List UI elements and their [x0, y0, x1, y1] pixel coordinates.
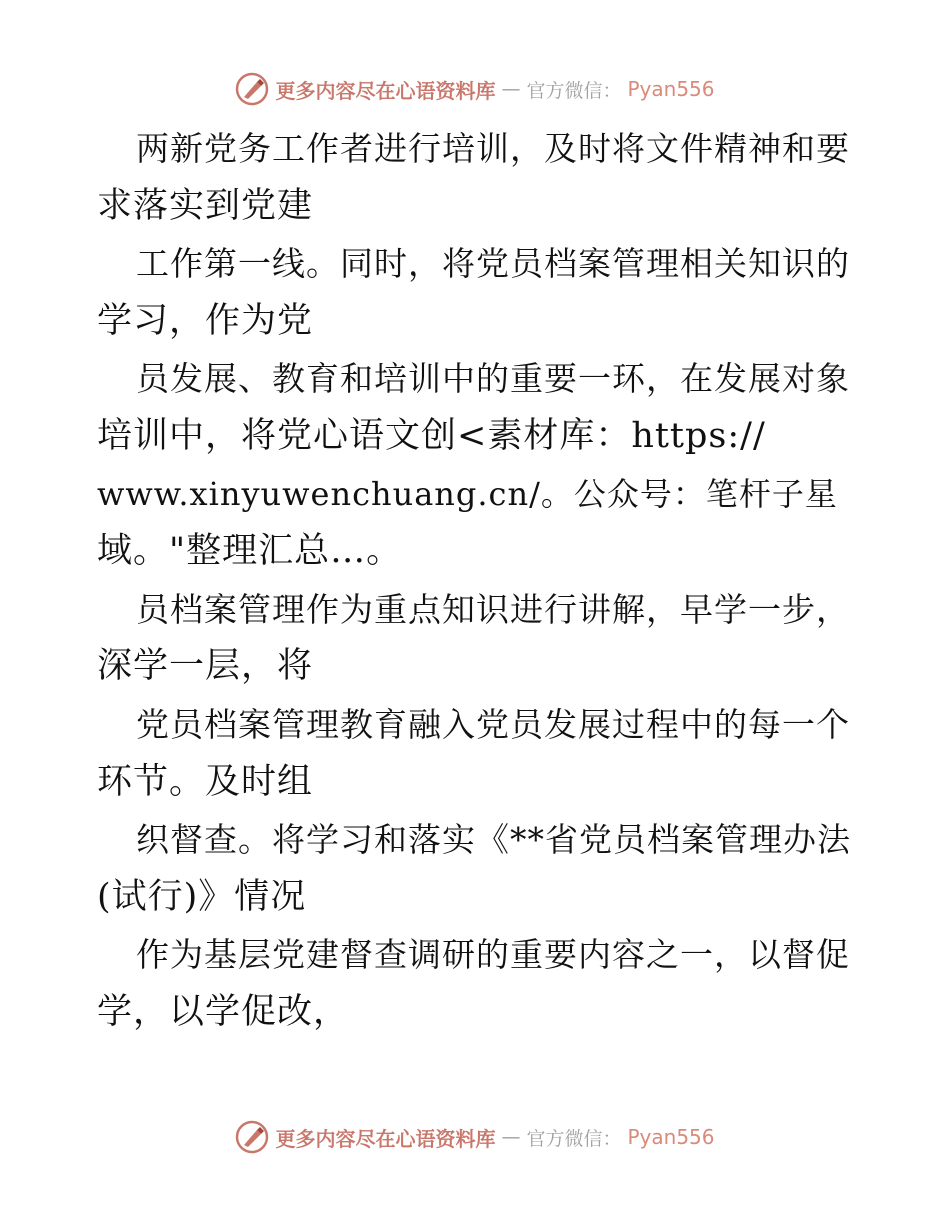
watermark-dash: —: [501, 1126, 521, 1148]
body-line: 学，以学促改，: [97, 991, 350, 1032]
body-line: 工作第一线。同时，将党员档案管理相关知识的: [136, 244, 850, 284]
body-line: 求落实到党建: [97, 185, 314, 226]
body-line: 域。"整理汇总…。: [97, 531, 403, 572]
document-body: [97, 120, 857, 1042]
body-line: 两新党务工作者进行培训，及时将文件精神和要: [136, 129, 850, 168]
footer-watermark: [0, 1120, 950, 1154]
watermark-title: 更多内容尽在心语资料库: [275, 1126, 496, 1151]
watermark-dash: —: [501, 78, 521, 100]
body-line: 员档案管理作为重点知识进行讲解，早学一步，: [136, 589, 850, 629]
watermark-title: 更多内容尽在心语资料库: [275, 78, 496, 103]
watermark-official-label: 官方微信：: [526, 79, 622, 102]
watermark-official-label: 官方微信：: [526, 1127, 622, 1150]
header-watermark: [0, 72, 950, 106]
pen-nib-logo-icon: [235, 1120, 269, 1154]
body-line: 作为基层党建督查调研的重要内容之一，以督促: [136, 935, 850, 975]
body-line: 培训中，将党心语文创<素材库：https://: [97, 415, 766, 456]
body-line: 深学一层，将: [97, 646, 314, 687]
watermark-wechat-id: Pyan556: [627, 77, 715, 101]
body-line: 环节。及时组: [97, 761, 314, 802]
body-line: (试行)》情况: [97, 876, 307, 917]
pen-nib-logo-icon: [235, 72, 269, 106]
body-line: 织督查。将学习和落实《**省党员档案管理办法: [136, 820, 851, 860]
body-line: 学习，作为党: [97, 300, 314, 341]
body-line: 员发展、教育和培训中的重要一环，在发展对象: [136, 359, 850, 399]
body-line-url: www.xinyuwenchuang.cn/。公众号：笔杆子星: [97, 474, 838, 513]
watermark-wechat-id: Pyan556: [627, 1125, 715, 1149]
body-line: 党员档案管理教育融入党员发展过程中的每一个: [136, 704, 850, 744]
